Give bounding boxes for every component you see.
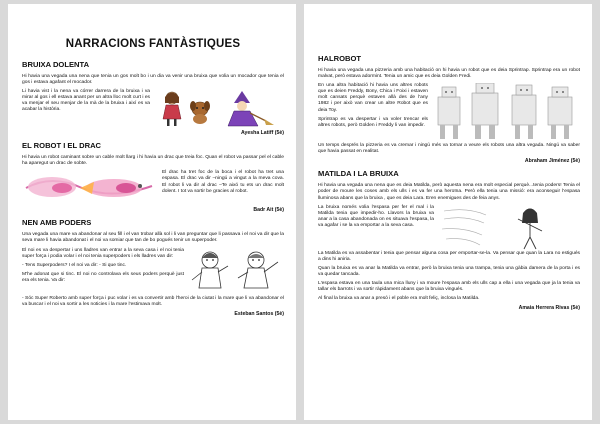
story-paragraph: La Matilda es va assabentar i tenia que pensar alguna cosa per emportar-se-la. Va pensar que quan la Lara no estigués a dins hi aniria. [318,250,580,262]
story-paragraph: Hi havia una vegada una nena que es deia Matilda, però aquesta nena era molt especial perquè...tenia poders! Tenia el poder de moure les coses amb els ulls i es va fer una heroïna. Però ella tenia una missió: era aconseguir l'espasa lluminosa abans que la bruixa , que es deia Lara. Eren enemigues des de feia anys. [318,183,580,201]
story-author: Abraham Jiménez (5è) [524,158,580,165]
robot-dragon-drawing [22,170,158,206]
story-paragraph: M'he adonat que si tinc. El noi no controlava els seus poders perquè just era els tenia. Va dir: [22,271,184,283]
story-title: HALROBOT [318,54,362,63]
right-page [304,4,592,420]
story-robot-drac [22,141,284,213]
story-author: Amaia Herrera Rivas (5è) [518,305,580,312]
story-paragraph: Hi havia un robot caminant sobre un cable molt llarg i hi havia un drac que treia foc. Quan el robot va passar pel el cable ha aparegut un drac de sobte. [22,155,284,167]
story-author: Ayesha Latiff (5è) [240,130,284,137]
left-page [8,4,296,420]
story-halrobot [318,54,580,164]
story-paragraph: Una vegada una mare va abandonar al seu fill i el van trobar allà sol i li van preguntar que li passava i el noi va dir que la seva mare li havia abandonat i el noi va somiar que tan de bo pogués tenir un superpoder. [22,232,284,244]
story-nen-poders [22,218,284,316]
story-paragraph: Al final la bruixa va anar a presó i el poble era molt feliç, inclosa la Matilda. [318,296,480,302]
matilda-drawing [438,205,578,251]
superhero-kids-drawing [188,248,284,296]
story-paragraph: Hi havia una vegada una pizzeria amb una habitació on hi havia un robot que es deia Sprintrap. Sprintrap era un robot malvat, però estava adormint. Tenia un amic que es deia Golden Fredi. [318,68,580,80]
story-matilda-bruixa [318,169,580,311]
story-title: MATILDA I LA BRUIXA [318,169,399,179]
story-author: Badr Ait (5è) [253,207,284,214]
story-paragraph: Hi havia una vegada una nena que tenia un gos molt bo i un dia va venir una bruixa que volia un mocador que tenia el gos i estava agafant el mocador. [22,74,284,86]
story-paragraph: Quan la bruixa es va anar la Matilda va entrar, però la bruixa tenia una trampa, tenia una gàbia damera de la porta i es va quedar tancada. [318,265,580,277]
story-paragraph: - Tens Superpoders? I el noi va dir: - Si que tinc. [22,262,127,268]
story-title: EL ROBOT I EL DRAC [22,141,102,151]
story-paragraph: L'espasa estava en una taula una mica lluny i va moure l'espasa amb els ulls cap a ella i una vegada que ja la tenia va tallar els barrots i va sortir ràpidament abans que la bruixa vingués. [318,281,580,293]
witch-girl-dog-drawing [154,89,280,129]
story-title: NEN AMB PODERS [22,218,92,228]
robots-drawing [432,83,580,143]
story-paragraph: Li havia vist i la nena va córrer darrera de la bruixa i va mirar al gos i ell estava anant per un altra lloc molt curt i es va menjar el seu menjar de la mà de la bruixa i així es va acabar la història. [22,89,150,113]
story-paragraph: Sprintrap es va despertar i va voler trencar els altres robots, però Golden i Freddy li van impedir. [318,116,428,128]
story-paragraph: El noi es va despertar i uns lladres van entrar a la seva casa i el noi tenia super força i podia volar i el noi tenia superpoders i els lladres van dir: [22,247,184,259]
story-paragraph: En una altra habitació hi havia uns altres robots que es deien Freddy, Bony, Chica i Foixi i estaven molt cansats perquè estaven allà des de l'any 1982 i per això van crear un altre Robot que es deia Toy. [318,83,428,113]
story-paragraph: La bruixa només volia l'espasa per fer el mal i la Matilda tenia que impedir-ho. Llavors la bruixa va anar a la casa abandonada on es situava l'espasa, la va agafar i se la va emportar a la seva casa. [318,204,434,228]
story-bruixa-dolenta [22,60,284,136]
story-paragraph: El drac ha tret foc de la boca i el robot ha tret una espasa. El drac va dir –ningú a vingut a la meva cova. El robot li va dir al drac –Te aixó tu ets un drac molt dolent. I tot va sortir be gracies al robot. [162,170,284,194]
story-paragraph: - Sóc Super Roberto amb super força i puc volar i es va convertir amb l'heroi de la ciutat i la mare que li va abandonar el va buscar i el noi va sortir a les noticies i la mare l'estimava molt. [22,295,284,307]
story-author: Esteban Santos (5è) [234,310,284,317]
story-paragraph: Un temps després la pizzeria es va cremar i ningú més va tornar a veure els robots una altra vegada. Ningú va saber que havia passat en realitat. [318,143,580,155]
page-title: NARRACIONS FANTÀSTIQUES [65,38,241,50]
story-title: BRUIXA DOLENTA [22,60,90,69]
